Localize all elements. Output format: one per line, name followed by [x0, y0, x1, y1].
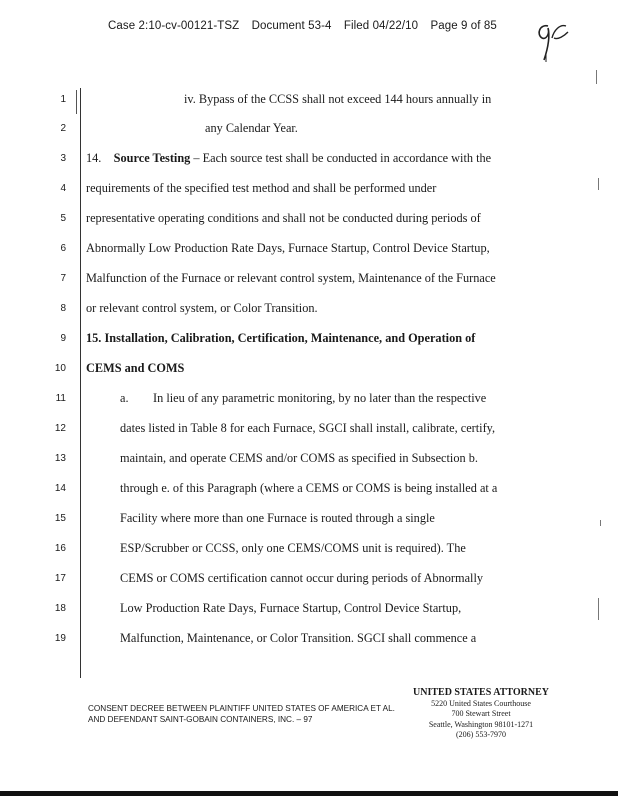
line-number: 6 — [60, 243, 66, 254]
scan-artifact — [598, 598, 599, 620]
footer-caption — [88, 703, 395, 725]
line-number: 10 — [54, 363, 66, 374]
body-line: maintain, and operate CEMS and/or COMS as specified in Subsection b. — [120, 451, 478, 465]
filed-date: Filed 04/22/10 — [343, 20, 419, 32]
paragraph-number: 14. — [86, 151, 102, 165]
line-number: 4 — [60, 183, 66, 194]
page-count: Page 9 of 85 — [430, 20, 497, 32]
line-number: 18 — [54, 603, 66, 614]
section-heading: Source Testing — [113, 151, 191, 165]
body-line: through e. of this Paragraph (where a CEMS or COMS is being installed at a — [120, 481, 498, 495]
body-line: Low Production Rate Days, Furnace Startup, Control Device Startup, — [120, 601, 462, 615]
document-number: Document 53-4 — [251, 20, 332, 32]
body-line: ESP/Scrubber or CCSS, only one CEMS/COMS unit is required). The — [120, 541, 466, 555]
left-margin-rule — [80, 88, 81, 678]
line-number: 11 — [55, 393, 66, 404]
line-number: 12 — [54, 423, 66, 434]
body-line: requirements of the specified test method and shall be performed under — [86, 181, 437, 195]
body-line: any Calendar Year. — [205, 121, 298, 135]
handwritten-initials — [530, 18, 570, 64]
office-address: Seattle, Washington 98101-1271 — [428, 719, 534, 729]
footer-caption-line: CONSENT DECREE BETWEEN PLAINTIFF UNITED STATES OF AMERICA ET AL. — [88, 704, 395, 713]
section-heading: 15. Installation, Calibration, Certification, Maintenance, and Operation of — [86, 331, 476, 345]
line-number: 13 — [54, 453, 66, 464]
body-line: representative operating conditions and shall not be conducted during periods of — [86, 211, 481, 225]
body-line: CEMS or COMS certification cannot occur during periods of Abnormally — [120, 571, 484, 585]
office-address: 700 Stewart Street — [451, 709, 511, 718]
body-line — [120, 391, 129, 406]
attorney-office-block — [406, 688, 556, 741]
office-name: UNITED STATES ATTORNEY — [413, 687, 549, 698]
office-address: 5220 United States Courthouse — [431, 698, 531, 708]
line-number: 3 — [60, 153, 66, 164]
body-line: Facility where more than one Furnace is routed through a single — [120, 511, 435, 525]
body-line: In lieu of any parametric monitoring, by no later than the respective — [153, 391, 487, 405]
subsection-letter: a. — [120, 391, 129, 405]
scan-border — [0, 791, 618, 796]
body-text: – Each source test shall be conducted in accordance with the — [190, 151, 492, 165]
line-number: 19 — [54, 633, 66, 644]
scan-artifact — [600, 520, 601, 526]
scan-artifact — [598, 178, 599, 190]
line-number: 1 — [60, 94, 66, 105]
line-number: 15 — [54, 513, 66, 524]
body-line: or relevant control system, or Color Transition. — [86, 301, 318, 315]
line-number: 2 — [60, 123, 66, 134]
body-line: Abnormally Low Production Rate Days, Furnace Startup, Control Device Startup, — [86, 241, 490, 255]
section-heading: CEMS and COMS — [86, 361, 185, 375]
line-number: 5 — [60, 213, 66, 224]
left-margin-rule-double — [76, 90, 77, 114]
body-line: Malfunction of the Furnace or relevant control system, Maintenance of the Furnace — [86, 271, 496, 285]
scan-artifact — [596, 70, 597, 84]
office-phone: (206) 553-7970 — [456, 730, 506, 739]
line-number: 8 — [60, 303, 66, 314]
body-line — [86, 151, 491, 166]
body-line: dates listed in Table 8 for each Furnace, SGCI shall install, calibrate, certify, — [120, 421, 496, 435]
footer-caption-line: AND DEFENDANT SAINT-GOBAIN CONTAINERS, INC. – 97 — [88, 715, 313, 724]
line-number: 17 — [54, 573, 66, 584]
line-number: 7 — [60, 273, 66, 284]
line-number: 14 — [54, 483, 66, 494]
line-number: 9 — [60, 333, 66, 344]
body-line: Malfunction, Maintenance, or Color Transition. SGCI shall commence a — [120, 631, 477, 645]
case-number: Case 2:10-cv-00121-TSZ — [108, 20, 240, 32]
line-number: 16 — [54, 543, 66, 554]
case-header — [108, 20, 506, 32]
body-line: iv. Bypass of the CCSS shall not exceed 144 hours annually in — [184, 92, 492, 106]
